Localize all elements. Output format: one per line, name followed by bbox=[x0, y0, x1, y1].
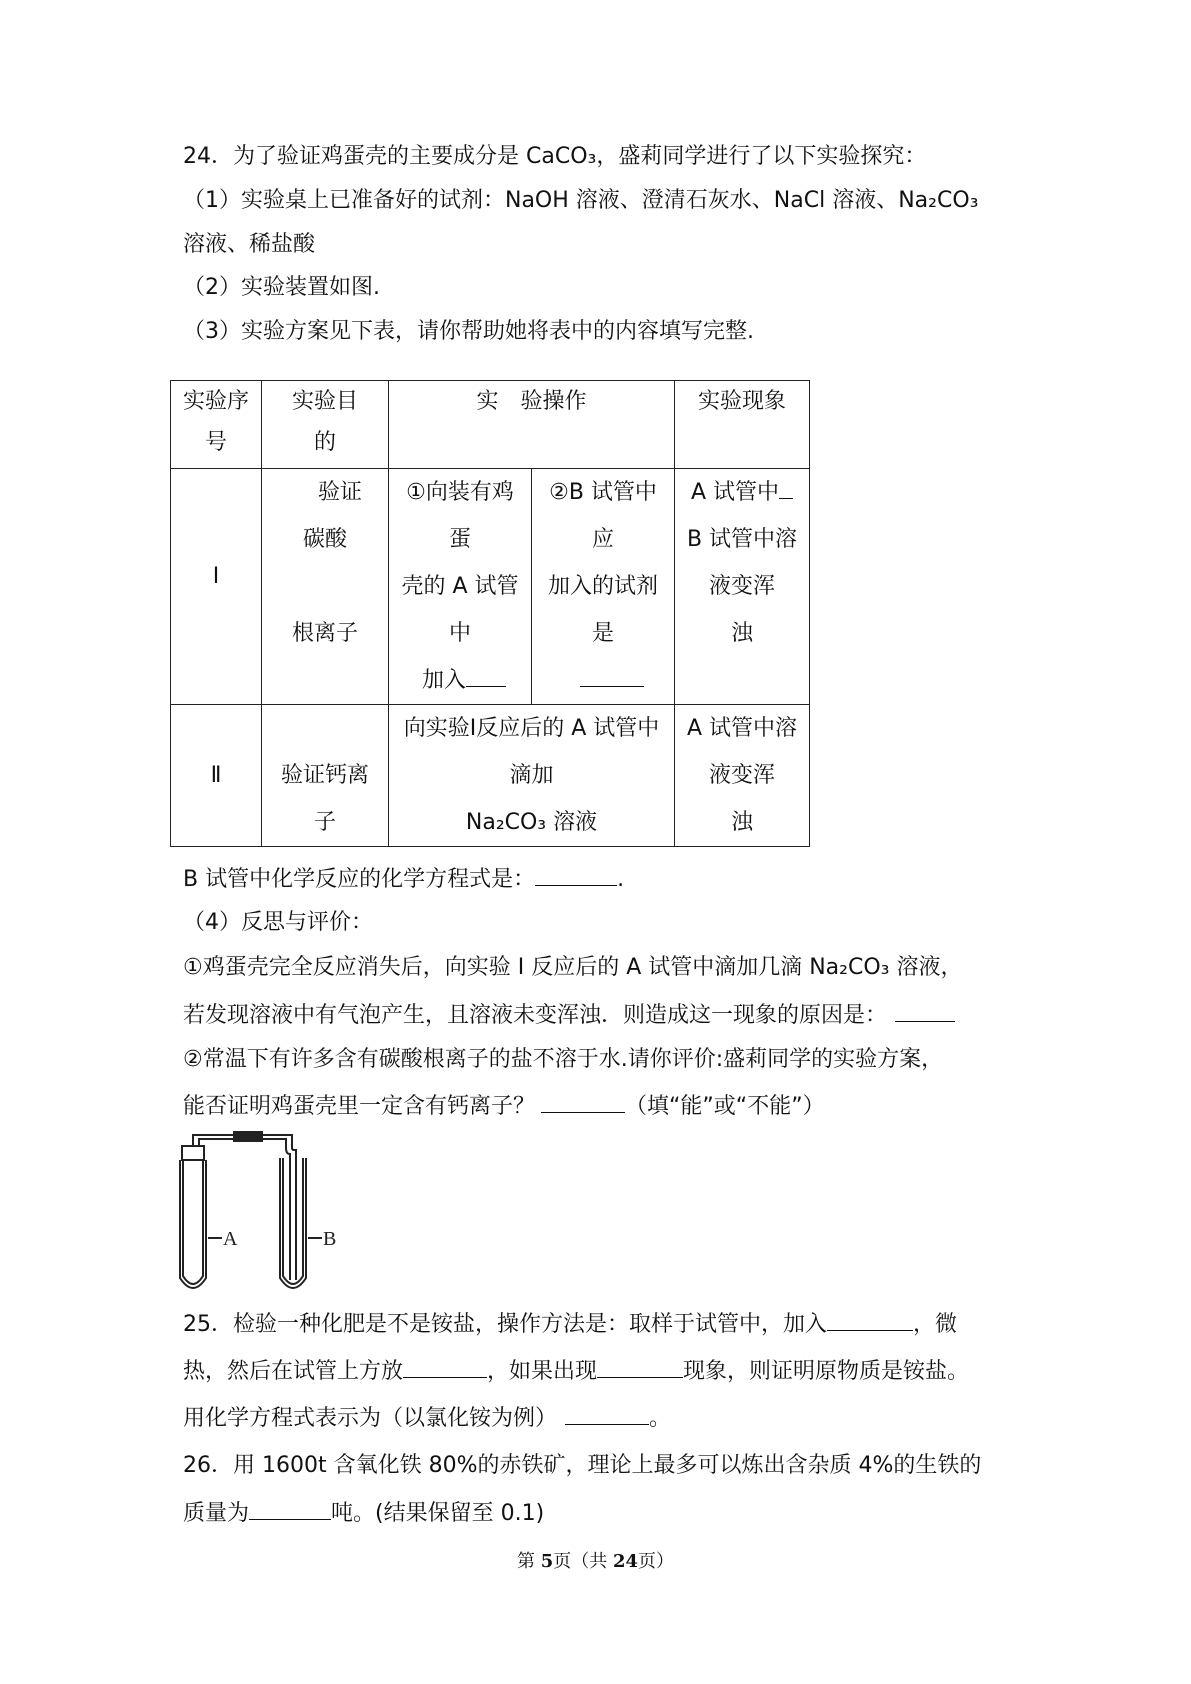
row1-seq-text: I bbox=[212, 564, 220, 589]
row1-op1-line4: 中 bbox=[448, 621, 471, 646]
footer-suffix: 页） bbox=[638, 1551, 675, 1572]
row2-observation bbox=[675, 705, 810, 847]
answer-blank-a-observation[interactable] bbox=[779, 476, 793, 499]
answer-blank-q25-equation[interactable] bbox=[565, 1402, 649, 1425]
row1-op1-add-label: 加入 bbox=[421, 668, 466, 693]
row1-op1-line3: 壳的 A 试管 bbox=[401, 574, 519, 599]
q25-prompt-4: ，如果出现 bbox=[487, 1359, 598, 1384]
q25-line2 bbox=[183, 1355, 969, 1387]
row1-obs-a-text: A 试管中 bbox=[690, 480, 780, 505]
experiment-table bbox=[170, 380, 810, 847]
q24-part1-line1: （1）实验桌上已准备好的试剂：NaOH 溶液、澄清石灰水、NaCl 溶液、Na₂CO₃ bbox=[183, 188, 979, 213]
row1-seq bbox=[171, 469, 262, 705]
row1-obs-line2: B 试管中溶 bbox=[686, 527, 798, 552]
q25-prompt-3: 热，然后在试管上方放 bbox=[183, 1359, 404, 1384]
row2-obs-line2: 液变浑 bbox=[708, 763, 775, 788]
q24-eval2-line2 bbox=[183, 1090, 825, 1122]
row2-op-line3: Na₂CO₃ 溶液 bbox=[465, 810, 598, 835]
page-footer bbox=[0, 1547, 1191, 1573]
q25-prompt-1: 25．检验一种化肥是不是铵盐，操作方法是：取样于试管中，加入 bbox=[183, 1312, 827, 1337]
row2-op-line2: 滴加 bbox=[509, 763, 554, 788]
row1-op2-line2: 应 bbox=[591, 527, 614, 552]
q24-eval1-line2 bbox=[183, 999, 955, 1031]
row2-purpose-line2: 子 bbox=[313, 810, 336, 835]
test-tube-b-inner bbox=[283, 1158, 303, 1284]
row2-purpose bbox=[262, 705, 389, 847]
row1-observation bbox=[675, 469, 810, 705]
footer-middle: 页（共 bbox=[553, 1551, 613, 1572]
row1-obs-line3: 液变浑 bbox=[708, 574, 775, 599]
row1-op1-line5 bbox=[389, 657, 531, 704]
q25-line3 bbox=[183, 1402, 671, 1434]
answer-blank-equation[interactable] bbox=[535, 863, 617, 886]
rubber-connector bbox=[234, 1132, 262, 1141]
label-b: B bbox=[323, 1228, 337, 1250]
q26-line2 bbox=[183, 1497, 544, 1529]
q24-part1-line2: 溶液、稀盐酸 bbox=[183, 232, 316, 257]
row1-op2-line5 bbox=[532, 657, 674, 704]
header-purpose-line1: 实验目 bbox=[291, 389, 358, 414]
q26-prompt-1: 质量为 bbox=[183, 1501, 250, 1526]
table-row-1 bbox=[171, 469, 810, 705]
answer-blank-q25-reagent[interactable] bbox=[827, 1308, 913, 1331]
footer-prefix: 第 bbox=[516, 1551, 541, 1572]
header-seq-line2: 号 bbox=[204, 430, 227, 455]
table-row-2 bbox=[171, 705, 810, 847]
answer-blank-q26-mass[interactable] bbox=[249, 1497, 331, 1520]
row2-purpose-line1: 验证钙离 bbox=[280, 763, 369, 788]
header-operation-text: 实 验操作 bbox=[476, 389, 587, 414]
row1-purpose bbox=[262, 469, 389, 705]
row1-obs-line1 bbox=[675, 469, 809, 516]
row1-op2-line3: 加入的试剂 bbox=[547, 574, 658, 599]
row2-op-line1: 向实验Ⅰ反应后的 A 试管中 bbox=[403, 716, 660, 741]
header-purpose bbox=[262, 381, 389, 469]
row1-purpose-line1: 验证 bbox=[317, 480, 362, 505]
q24-part2: （2）实验装置如图. bbox=[183, 275, 380, 300]
answer-blank-q25-phenomenon[interactable] bbox=[597, 1355, 683, 1378]
q24-part4: （4）反思与评价： bbox=[183, 910, 373, 935]
row2-seq-text: Ⅱ bbox=[210, 763, 222, 788]
rubber-stopper bbox=[182, 1146, 204, 1160]
test-tube-apparatus bbox=[172, 1130, 372, 1292]
total-pages: 24 bbox=[612, 1551, 639, 1572]
row1-purpose-line2: 碳酸 bbox=[302, 527, 347, 552]
row1-purpose-line3: 根离子 bbox=[291, 621, 358, 646]
delivery-tube-inner bbox=[199, 1139, 290, 1280]
answer-blank-can-prove[interactable] bbox=[541, 1090, 625, 1113]
header-observation bbox=[675, 381, 810, 469]
row1-op1-line1: ①向装有鸡 bbox=[406, 480, 514, 505]
label-a: A bbox=[223, 1228, 238, 1250]
row1-operation-1 bbox=[389, 469, 532, 705]
q25-prompt-2: ，微 bbox=[913, 1312, 958, 1337]
row1-op2-line4: 是 bbox=[591, 621, 614, 646]
q25-prompt-6: 用化学方程式表示为（以氯化铵为例） bbox=[183, 1406, 558, 1431]
equation-end: . bbox=[617, 867, 625, 892]
row2-operation bbox=[389, 705, 675, 847]
q25-prompt-5: 现象，则证明原物质是铵盐。 bbox=[683, 1359, 970, 1384]
row2-obs-line1: A 试管中溶 bbox=[686, 716, 798, 741]
q25-line1 bbox=[183, 1308, 957, 1340]
row2-seq bbox=[171, 705, 262, 847]
table-header-row bbox=[171, 381, 810, 469]
answer-blank-a-reagent[interactable] bbox=[466, 664, 506, 687]
header-observation-text: 实验现象 bbox=[697, 389, 786, 414]
equation-prompt: B 试管中化学反应的化学方程式是： bbox=[183, 867, 536, 892]
q24-part3: （3）实验方案见下表，请你帮助她将表中的内容填写完整. bbox=[183, 319, 754, 344]
row1-op1-line2: 蛋 bbox=[448, 527, 471, 552]
header-operation bbox=[389, 381, 675, 469]
page-number: 5 bbox=[540, 1551, 554, 1572]
eval1-prompt: 若发现溶液中有气泡产生，且溶液未变浑浊．则造成这一现象的原因是： bbox=[183, 1003, 888, 1028]
row1-operation-2 bbox=[532, 469, 675, 705]
eval2-hint: （填“能”或“不能”） bbox=[625, 1094, 825, 1119]
header-seq-line1: 实验序 bbox=[182, 389, 249, 414]
eval2-prompt: 能否证明鸡蛋壳里一定含有钙离子？ bbox=[183, 1094, 536, 1119]
answer-blank-b-reagent[interactable] bbox=[580, 664, 644, 687]
q24-stem: 24．为了验证鸡蛋壳的主要成分是 CaCO₃，盛莉同学进行了以下实验探究： bbox=[183, 144, 927, 169]
row1-obs-line4: 浊 bbox=[730, 621, 753, 646]
header-seq bbox=[171, 381, 262, 469]
q26-prompt-2: 吨。(结果保留至 0.1) bbox=[331, 1501, 545, 1526]
row1-op2-line1: ②B 试管中 bbox=[549, 480, 657, 505]
q24-eval1-line1: ①鸡蛋壳完全反应消失后，向实验 I 反应后的 A 试管中滴加几滴 Na₂CO₃ 溶液， bbox=[183, 955, 963, 980]
header-purpose-line2: 的 bbox=[313, 430, 336, 455]
answer-blank-q25-paper[interactable] bbox=[403, 1355, 487, 1378]
row2-obs-line3: 浊 bbox=[730, 810, 753, 835]
answer-blank-reason[interactable] bbox=[895, 999, 955, 1022]
q24-equation-line bbox=[183, 863, 624, 895]
q25-prompt-7: 。 bbox=[649, 1406, 672, 1431]
q26-line1: 26．用 1600t 含氧化铁 80%的赤铁矿，理论上最多可以炼出含杂质 4%的生铁的 bbox=[183, 1453, 982, 1478]
test-tube-a-inner bbox=[183, 1160, 203, 1284]
q24-eval2-line1: ②常温下有许多含有碳酸根离子的盐不溶于水.请你评价:盛莉同学的实验方案， bbox=[183, 1047, 944, 1072]
